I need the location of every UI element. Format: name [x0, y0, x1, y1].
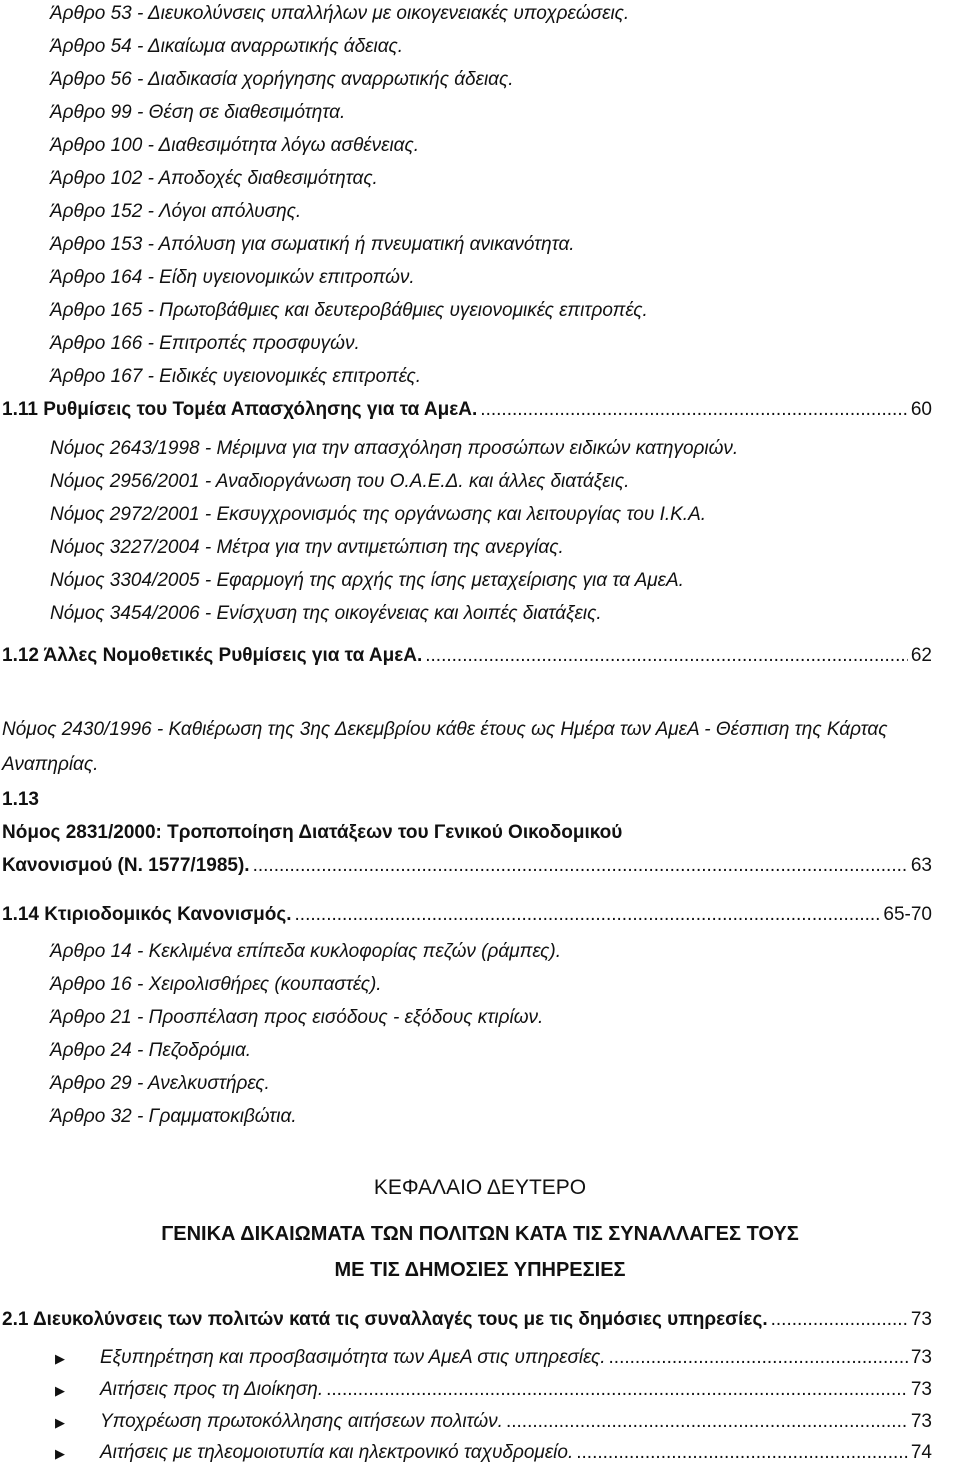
- toc-entry-2-1[interactable]: [2, 1308, 932, 1332]
- toc-page-number: 65-70: [883, 904, 932, 925]
- law-line: Νόμος 2956/2001 - Αναδιοργάνωση του Ο.Α.Ε.Δ. και άλλες διατάξεις.: [50, 471, 630, 492]
- article-line: Άρθρο 16 - Χειρολισθήρες (κουπαστές).: [50, 974, 382, 995]
- toc-bullet-entry[interactable]: [55, 1410, 932, 1435]
- toc-page-number: 74: [910, 1442, 932, 1463]
- article-line: Άρθρο 32 - Γραμματοκιβώτια.: [50, 1106, 297, 1127]
- law-line: Νόμος 2972/2001 - Εκσυγχρονισμός της οργάνωσης και λειτουργίας του Ι.Κ.Α.: [50, 504, 707, 525]
- toc-leader: [576, 1441, 908, 1465]
- chapter-title: ΜΕ ΤΙΣ ΔΗΜΟΣΙΕΣ ΥΠΗΡΕΣΙΕΣ: [334, 1259, 626, 1281]
- toc-leader: [771, 1308, 908, 1332]
- toc-leader: [425, 644, 908, 668]
- toc-entry-1-13[interactable]: [2, 854, 932, 878]
- article-line: Άρθρο 14 - Κεκλιμένα επίπεδα κυκλοφορίας πεζών (ράμπες).: [50, 941, 562, 962]
- chapter-heading: ΚΕΦΑΛΑΙΟ ΔΕΥΤΕΡΟ: [373, 1176, 587, 1199]
- toc-label: Αιτήσεις με τηλεομοιοτυπία και ηλεκτρονικό ταχυδρομείο.: [100, 1442, 574, 1463]
- triangle-right-icon: ▶: [55, 1415, 65, 1430]
- article-line: Άρθρο 99 - Θέση σε διαθεσιμότητα.: [50, 102, 346, 123]
- toc-entry-1-14[interactable]: [2, 903, 932, 927]
- toc-label: Νόμος 2831/2000: Τροποποίηση Διατάξεων του Γενικού Οικοδομικού: [2, 822, 623, 843]
- article-line: Άρθρο 54 - Δικαίωμα αναρρωτικής άδειας.: [50, 36, 404, 57]
- triangle-right-icon: ▶: [55, 1383, 65, 1398]
- toc-label: Υποχρέωση πρωτοκόλλησης αιτήσεων πολιτών.: [100, 1411, 503, 1432]
- toc-page-number: 60: [910, 399, 932, 420]
- article-line: Άρθρο 166 - Επιτροπές προσφυγών.: [50, 333, 360, 354]
- article-line: Άρθρο 164 - Είδη υγειονομικών επιτροπών.: [50, 267, 415, 288]
- toc-leader: [480, 398, 908, 422]
- triangle-right-icon: ▶: [55, 1351, 65, 1366]
- toc-page-number: 62: [910, 645, 932, 666]
- law-line: Νόμος 3227/2004 - Μέτρα για την αντιμετώπιση της ανεργίας.: [50, 537, 564, 558]
- toc-page-number: 73: [910, 1379, 932, 1400]
- toc-label: 1.12 Άλλες Νομοθετικές Ρυθμίσεις για τα ΑμεΑ.: [2, 645, 423, 666]
- toc-label: Αιτήσεις προς τη Διοίκηση.: [100, 1379, 324, 1400]
- toc-label: 2.1 Διευκολύνσεις των πολιτών κατά τις συναλλαγές τους με τις δημόσιες υπηρεσίες.: [2, 1309, 768, 1330]
- toc-label: Κανονισμού (Ν. 1577/1985).: [2, 855, 250, 876]
- article-line: Άρθρο 102 - Αποδοχές διαθεσιμότητας.: [50, 168, 378, 189]
- article-line: Άρθρο 29 - Ανελκυστήρες.: [50, 1073, 270, 1094]
- toc-entry-1-11[interactable]: [2, 398, 932, 422]
- toc-entry-1-12[interactable]: [2, 644, 932, 668]
- toc-page-number: 73: [910, 1411, 932, 1432]
- toc-bullet-entry[interactable]: [55, 1346, 932, 1371]
- toc-number-1-13: 1.13: [2, 789, 39, 810]
- toc-leader: [609, 1346, 908, 1370]
- chapter-title: ΓΕΝΙΚΑ ΔΙΚΑΙΩΜΑΤΑ ΤΩΝ ΠΟΛΙΤΩΝ ΚΑΤΑ ΤΙΣ ΣΥΝΑΛΛΑΓΕΣ ΤΟΥΣ: [161, 1223, 799, 1245]
- article-line: Άρθρο 165 - Πρωτοβάθμιες και δευτεροβάθμιες υγειονομικές επιτροπές.: [50, 300, 648, 321]
- article-line: Άρθρο 153 - Απόλυση για σωματική ή πνευματική ανικανότητα.: [50, 234, 575, 255]
- article-line: Άρθρο 167 - Ειδικές υγειονομικές επιτροπές.: [50, 366, 422, 387]
- toc-label: 1.11 Ρυθμίσεις του Τομέα Απασχόλησης για τα ΑμεΑ.: [2, 399, 478, 420]
- toc-bullet-entry[interactable]: [55, 1441, 932, 1466]
- law-line: Νόμος 3454/2006 - Ενίσχυση της οικογένειας και λοιπές διατάξεις.: [50, 603, 602, 624]
- toc-page-number: 63: [910, 855, 932, 876]
- toc-leader: [253, 854, 908, 878]
- toc-page-number: 73: [910, 1347, 932, 1368]
- law-line: Νόμος 2430/1996 - Καθιέρωση της 3ης Δεκεμβρίου κάθε έτους ως Ημέρα των ΑμεΑ - Θέσπιση της Κάρτας Αναπηρίας.: [2, 719, 888, 775]
- toc-page-number: 73: [910, 1309, 932, 1330]
- article-line: Άρθρο 152 - Λόγοι απόλυσης.: [50, 201, 302, 222]
- toc-label: Εξυπηρέτηση και προσβασιμότητα των ΑμεΑ στις υπηρεσίες.: [100, 1347, 606, 1368]
- article-line: Άρθρο 21 - Προσπέλαση προς εισόδους - εξόδους κτιρίων.: [50, 1007, 544, 1028]
- toc-leader: [295, 903, 881, 927]
- article-line: Άρθρο 100 - Διαθεσιμότητα λόγω ασθένειας.: [50, 135, 420, 156]
- article-line: Άρθρο 24 - Πεζοδρόμια.: [50, 1040, 252, 1061]
- toc-bullet-entry[interactable]: [55, 1378, 932, 1403]
- law-line: Νόμος 3304/2005 - Εφαρμογή της αρχής της ίσης μεταχείρισης για τα ΑμεΑ.: [50, 570, 684, 591]
- toc-leader: [506, 1410, 908, 1434]
- article-line: Άρθρο 56 - Διαδικασία χορήγησης αναρρωτικής άδειας.: [50, 69, 514, 90]
- law-line: Νόμος 2643/1998 - Μέριμνα για την απασχόληση προσώπων ειδικών κατηγοριών.: [50, 438, 739, 459]
- article-line: Άρθρο 53 - Διευκολύνσεις υπαλλήλων με οικογενειακές υποχρεώσεις.: [50, 3, 630, 24]
- toc-leader: [326, 1378, 908, 1402]
- toc-label: 1.14 Κτιριοδομικός Κανονισμός.: [2, 904, 292, 925]
- triangle-right-icon: ▶: [55, 1446, 65, 1461]
